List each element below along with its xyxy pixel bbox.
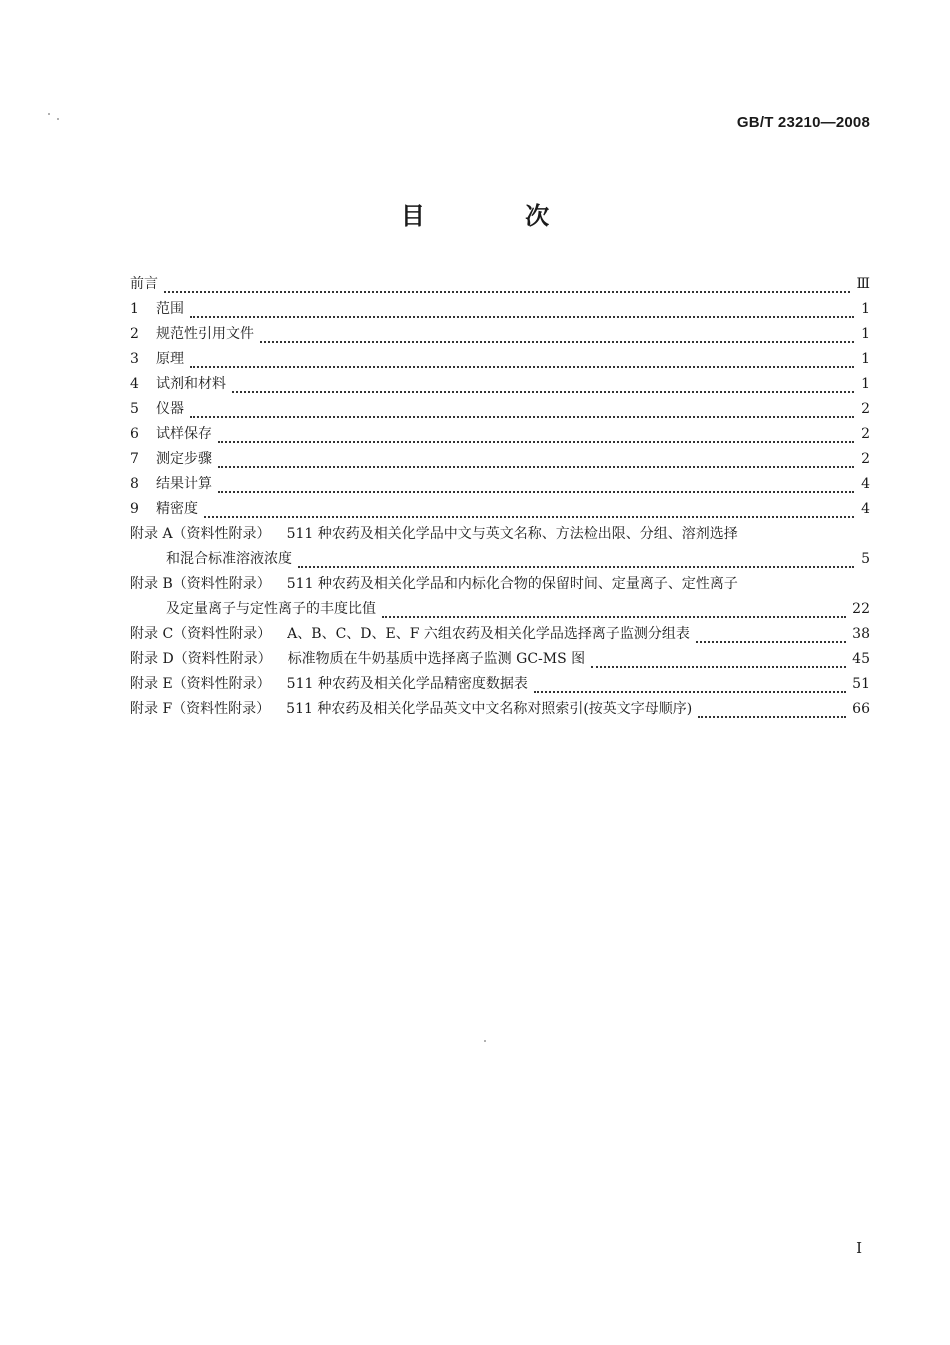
leader-dots <box>534 691 846 693</box>
appendix-label: 附录 C（资料性附录） <box>130 626 272 642</box>
toc-entry-title: 仪器 <box>156 401 184 417</box>
appendix-title: 511 种农药及相关化学品精密度数据表 <box>286 676 528 692</box>
appendix-title: 标准物质在牛奶基质中选择离子监测 GC-MS 图 <box>287 651 586 667</box>
toc-entry-number: 1 <box>130 301 139 317</box>
toc-entry-title: 原理 <box>156 351 184 367</box>
toc-entry-number: 3 <box>130 351 139 367</box>
toc-entry-title: 规范性引用文件 <box>156 326 254 342</box>
leader-dots <box>232 391 854 393</box>
leader-dots <box>696 641 846 643</box>
standard-code: GB/T 23210—2008 <box>736 114 870 131</box>
appendix-title: 511 种农药及相关化学品英文中文名称对照索引(按英文字母顺序) <box>286 701 693 717</box>
appendix-label: 附录 B（资料性附录） <box>130 576 271 592</box>
leader-dots <box>204 516 854 518</box>
table-of-contents <box>130 272 870 722</box>
toc-entry-page: Ⅲ <box>856 276 870 292</box>
toc-entry[interactable] <box>130 497 870 522</box>
toc-entry-page: 1 <box>861 376 870 392</box>
toc-entry-page: 2 <box>861 401 870 417</box>
page-title: 目 次 <box>400 202 596 230</box>
toc-entry[interactable] <box>130 322 870 347</box>
appendix-label: 附录 D（资料性附录） <box>130 651 272 667</box>
appendix-label: 附录 E（资料性附录） <box>130 676 271 692</box>
appendix-title: 511 种农药及相关化学品和内标化合物的保留时间、定量离子、定性离子 <box>286 576 738 592</box>
toc-entry[interactable] <box>130 422 870 447</box>
leader-dots <box>698 716 846 718</box>
toc-entry-number: 5 <box>130 401 139 417</box>
toc-appendix-d[interactable] <box>130 647 870 672</box>
appendix-title: A、B、C、D、E、F 六组农药及相关化学品选择离子监测分组表 <box>287 626 690 642</box>
appendix-title: 511 种农药及相关化学品中文与英文名称、方法检出限、分组、溶剂选择 <box>286 526 738 542</box>
toc-entry-title: 前言 <box>130 276 158 292</box>
toc-appendix-a[interactable] <box>130 522 870 572</box>
leader-dots <box>190 416 854 418</box>
appendix-title-continued: 和混合标准溶液浓度 <box>166 551 292 567</box>
toc-entry-title: 试剂和材料 <box>156 376 226 392</box>
toc-entry-number: 8 <box>130 476 139 492</box>
leader-dots <box>218 441 854 443</box>
toc-entry[interactable] <box>130 372 870 397</box>
scan-speck <box>484 1040 486 1042</box>
toc-appendix-c[interactable] <box>130 622 870 647</box>
toc-entry-page: 1 <box>861 301 870 317</box>
toc-entry-page: 4 <box>861 476 870 492</box>
toc-appendix-b[interactable] <box>130 572 870 622</box>
leader-dots <box>190 316 854 318</box>
leader-dots <box>591 666 846 668</box>
toc-entry-title: 精密度 <box>156 501 198 517</box>
scan-speck <box>48 113 50 115</box>
appendix-label: 附录 A（资料性附录） <box>130 526 271 542</box>
toc-entry-number: 4 <box>130 376 139 392</box>
toc-entry-page: 1 <box>861 326 870 342</box>
leader-dots <box>218 491 854 493</box>
toc-entry-page: 51 <box>852 676 870 692</box>
toc-entry-page: 66 <box>852 701 870 717</box>
toc-entry-number: 7 <box>130 451 139 467</box>
toc-entry-preface[interactable] <box>130 272 870 297</box>
toc-appendix-f[interactable] <box>130 697 870 722</box>
toc-entry-number: 9 <box>130 501 139 517</box>
leader-dots <box>298 566 854 568</box>
leader-dots <box>260 341 854 343</box>
toc-entry-page: 2 <box>861 426 870 442</box>
toc-entry-page: 5 <box>861 551 870 567</box>
toc-entry-title: 范围 <box>156 301 184 317</box>
leader-dots <box>190 366 854 368</box>
toc-entry-page: 2 <box>861 451 870 467</box>
leader-dots <box>382 616 846 618</box>
toc-entry[interactable] <box>130 347 870 372</box>
toc-entry-title: 结果计算 <box>156 476 212 492</box>
toc-entry[interactable] <box>130 447 870 472</box>
appendix-title-continued: 及定量离子与定性离子的丰度比值 <box>166 601 376 617</box>
toc-entry-title: 试样保存 <box>156 426 212 442</box>
toc-entry[interactable] <box>130 472 870 497</box>
toc-entry[interactable] <box>130 397 870 422</box>
toc-appendix-e[interactable] <box>130 672 870 697</box>
toc-entry-page: 22 <box>852 601 870 617</box>
scan-speck <box>57 118 59 120</box>
toc-entry-page: 1 <box>861 351 870 367</box>
leader-dots <box>164 291 850 293</box>
toc-entry-title: 测定步骤 <box>156 451 212 467</box>
leader-dots <box>218 466 854 468</box>
toc-entry-page: 45 <box>852 651 870 667</box>
toc-entry-number: 2 <box>130 326 139 342</box>
page-number: I <box>856 1239 862 1257</box>
toc-entry[interactable] <box>130 297 870 322</box>
toc-entry-page: 4 <box>861 501 870 517</box>
toc-entry-page: 38 <box>852 626 870 642</box>
appendix-label: 附录 F（资料性附录） <box>130 701 271 717</box>
toc-entry-number: 6 <box>130 426 139 442</box>
